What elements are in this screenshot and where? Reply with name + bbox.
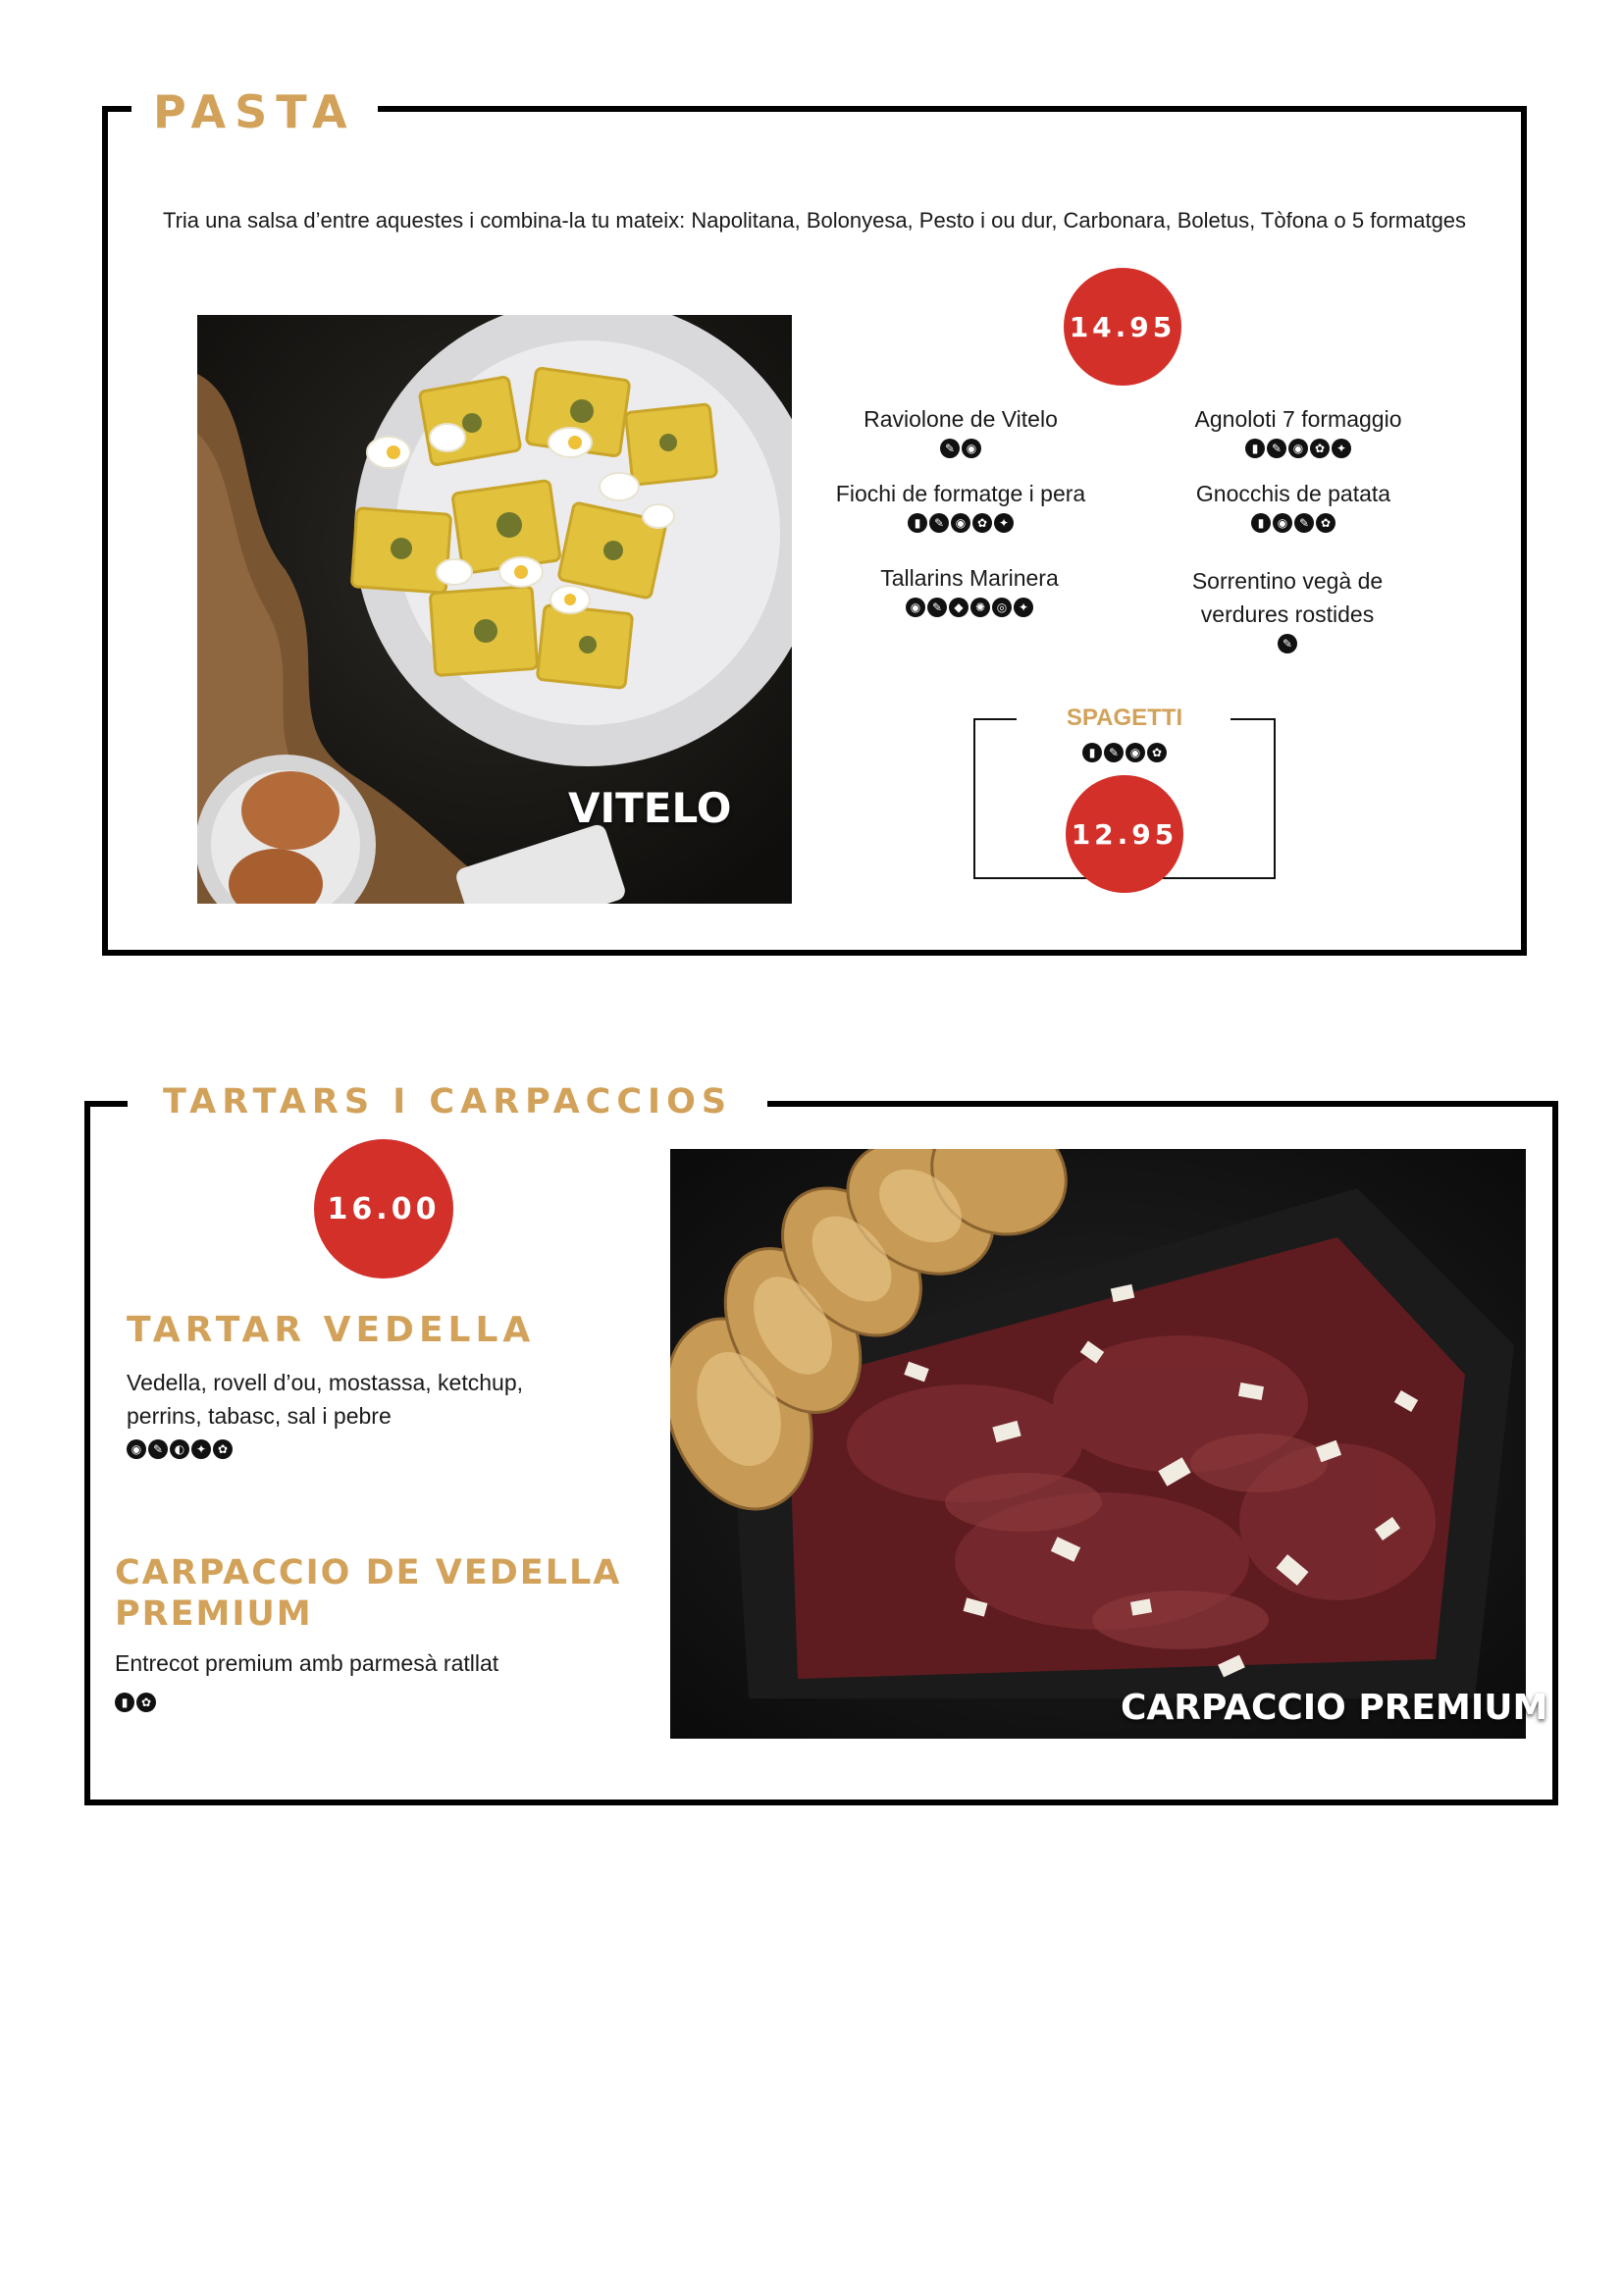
- egg-icon: ◉: [1126, 743, 1145, 762]
- allergen-list: [813, 513, 1108, 533]
- tartar-allergen-list: [127, 1439, 233, 1459]
- celery-icon: ✦: [1332, 439, 1351, 458]
- celery-icon: ✦: [1014, 598, 1033, 617]
- carpaccio-photo-caption: CARPACCIO PREMIUM: [1121, 1688, 1548, 1728]
- nuts-icon: ✿: [1147, 743, 1167, 762]
- dish-tallarins-marinera[interactable]: [822, 561, 1117, 617]
- dish-name: Agnoloti 7 formaggio: [1194, 406, 1402, 432]
- mollusc-icon: ◎: [992, 598, 1012, 617]
- allergen-list: [1146, 513, 1440, 533]
- nuts-icon: ✿: [972, 513, 992, 533]
- nuts-icon: ✿: [136, 1693, 156, 1712]
- carpaccio-allergen-list: [115, 1693, 156, 1712]
- dish-name: Raviolone de Vitelo: [864, 406, 1058, 432]
- dish-raviolone-de-vitelo[interactable]: [813, 402, 1108, 458]
- spaghetti-allergen-list: [1026, 743, 1223, 762]
- egg-icon: ◉: [1273, 513, 1292, 533]
- dish-name: Fiochi de formatge i pera: [835, 481, 1086, 506]
- dish-gnocchis-de-patata[interactable]: [1146, 477, 1440, 533]
- spaghetti-box-top-left: [973, 718, 1017, 720]
- wheat-icon: ✎: [1267, 439, 1286, 458]
- tartar-vedella-title[interactable]: TARTAR VEDELLA: [127, 1310, 536, 1350]
- mustard-icon: ◐: [170, 1439, 189, 1459]
- vitelo-photo-caption: VITELO: [568, 784, 732, 832]
- milk-icon: ▮: [908, 513, 927, 533]
- nuts-icon: ✿: [1316, 513, 1335, 533]
- nuts-icon: ✿: [1310, 439, 1330, 458]
- carpaccio-description: Entrecot premium amb parmesà ratllat: [115, 1650, 499, 1676]
- celery-icon: ✦: [191, 1439, 211, 1459]
- fish-icon: ◆: [949, 598, 969, 617]
- wheat-icon: ✎: [1278, 634, 1297, 653]
- wheat-icon: ✎: [927, 598, 947, 617]
- nuts-icon: ✿: [213, 1439, 233, 1459]
- allergen-list: [822, 598, 1117, 617]
- milk-icon: ▮: [1245, 439, 1265, 458]
- allergen-list: [1170, 634, 1405, 653]
- crustacean-icon: ✺: [970, 598, 990, 617]
- pasta-intro-text: Tria una salsa d’entre aquestes i combina-la tu mateix: Napolitana, Bolonyesa, Pesto i ou dur, Carbonara, Boletus, Tòfona o 5 formatges: [162, 208, 1467, 233]
- tartar-price-badge: 16.00: [314, 1139, 453, 1278]
- tartars-section-title: TARTARS I CARPACCIOS: [128, 1077, 767, 1126]
- egg-icon: ◉: [127, 1439, 146, 1459]
- wheat-icon: ✎: [1294, 513, 1314, 533]
- allergen-list: [1151, 439, 1445, 458]
- egg-icon: ◉: [951, 513, 970, 533]
- milk-icon: ▮: [1082, 743, 1102, 762]
- dish-fiochi-de-formatge-i-pera[interactable]: [813, 477, 1108, 533]
- milk-icon: ▮: [1251, 513, 1271, 533]
- tartar-vedella-description: Vedella, rovell d’ou, mostassa, ketchup, perrins, tabasc, sal i pebre: [127, 1370, 524, 1429]
- egg-icon: ◉: [1288, 439, 1308, 458]
- dish-name: Sorrentino vegà de verdures rostides: [1191, 568, 1384, 627]
- pasta-price-badge: 14.95: [1064, 268, 1181, 386]
- wheat-icon: ✎: [929, 513, 949, 533]
- spaghetti-box-top-right: [1230, 718, 1276, 720]
- spaghetti-price-badge: 12.95: [1066, 775, 1183, 893]
- celery-icon: ✦: [994, 513, 1014, 533]
- wheat-icon: ✎: [148, 1439, 168, 1459]
- allergen-list: [813, 439, 1108, 458]
- dish-name: Tallarins Marinera: [880, 565, 1059, 591]
- dish-name: Gnocchis de patata: [1195, 481, 1391, 506]
- milk-icon: ▮: [115, 1693, 134, 1712]
- spaghetti-title: SPAGETTI: [1066, 704, 1183, 731]
- dish-sorrentino-vega[interactable]: [1170, 564, 1405, 653]
- egg-icon: ◉: [906, 598, 925, 617]
- carpaccio-title[interactable]: CARPACCIO DE VEDELLA PREMIUM: [115, 1553, 622, 1634]
- carpaccio-photo: [670, 1149, 1526, 1739]
- wheat-icon: ✎: [940, 439, 960, 458]
- wheat-icon: ✎: [1104, 743, 1124, 762]
- pasta-section-title: PASTA: [131, 82, 378, 141]
- egg-icon: ◉: [962, 439, 981, 458]
- dish-agnoloti-7-formaggio[interactable]: [1151, 402, 1445, 458]
- carpaccio-board-illustration: [670, 1149, 1526, 1739]
